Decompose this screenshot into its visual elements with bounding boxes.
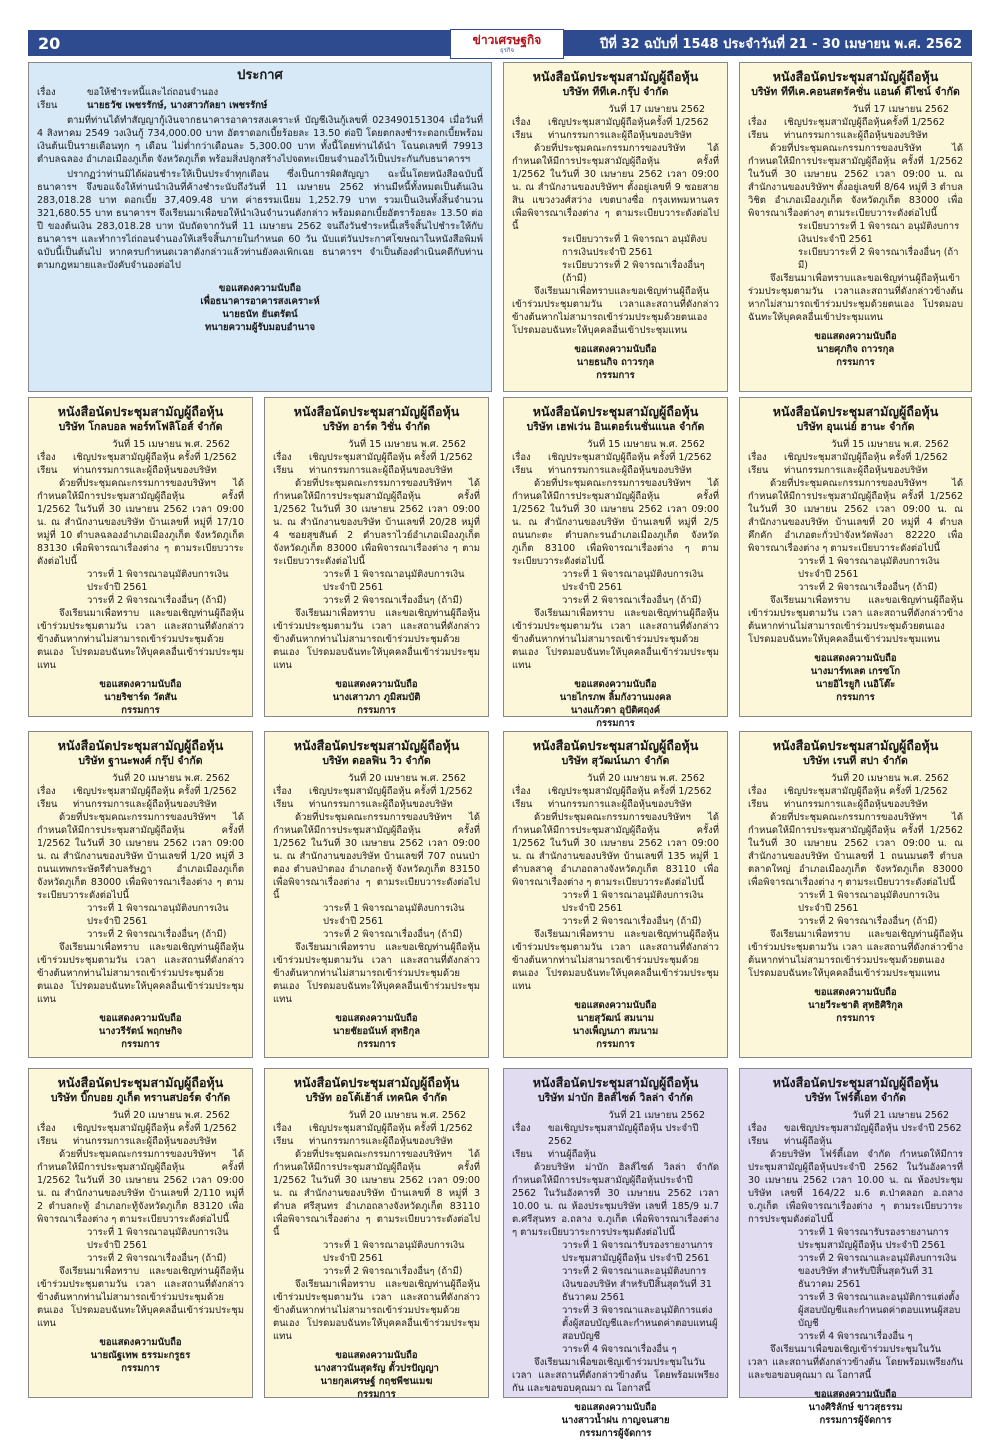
notice-title: หนังสือนัดประชุมสามัญผู้ถือหุ้น [532, 738, 699, 753]
agenda-item: วาระที่ 1 พิจารณาอนุมัติงบการเงินประจำปี 2561 [323, 569, 465, 593]
notice-title: หนังสือนัดประชุมสามัญผู้ถือหุ้น [772, 404, 939, 419]
agenda-item: วาระที่ 2 พิจารณาเรื่องอื่นๆ (ถ้ามี) [87, 1253, 227, 1264]
notice-box [28, 731, 253, 1058]
subject-label: เรื่อง [748, 452, 767, 463]
notice-body: ด้วยที่ประชุมคณะกรรมการของบริษัทฯ ได้กำหนดให้มีการประชุมสามัญผู้ถือหุ้น ครั้งที่ 1/2562 ในวันที่ 30 เมษายน 2562 เวลา 09:00 น. ณ สำนักงานของบริษัท บ้านเลขที่ 1/20 หมู่ที่ 3 ถนนเทพกระษัตรีตำบลรัษฎา อำเภอเมืองภูเก็ต จังหวัดภูเก็ต 83000 เพื่อพิจารณาเรื่องต่าง ๆ ตามระเบียบวาระดังต่อไปนี้ [37, 812, 244, 901]
notice-body: ด้วยที่ประชุมคณะกรรมการของบริษัท ได้กำหนดให้มีการประชุมสามัญผู้ถือหุ้น ครั้งที่ 1/2562 ในวันที่ 30 เมษายน 2562 เวลา 09:00 น. ณ สำนักงานของบริษัทฯ ตั้งอยู่เลขที่ 8/64 หมู่ที่ 3 ตำบลวิชิต อำเภอเมืองภูเก็ต จังหวัดภูเก็ต 83000 เพื่อพิจารณาเรื่องต่างๆ ตามระเบียบวาระดังต่อไปนี้ [748, 143, 963, 219]
notice-subject-row [512, 116, 719, 129]
announcement-subject-row [37, 86, 483, 99]
announcement-paragraph-2: ปรากฏว่าท่านมิได้ผ่อนชำระให้เป็นประจำทุกเดือน ซึ่งเป็นการผิดสัญญา ฉะนั้นโดยหนังสือฉบับนี้ ธนาคารฯ จึงขอแจ้งให้ท่านนำเงินที่ค้างชำระนับถึงวันที่ 11 เมษายน 2562 ท่านมีหนี้ทั้งหมดเป็นต้นเงิน 283,018.28 บาท ดอกเบี้ย 37,409.48 บาท ค่าธรรมเนียม 1,252.79 บาท รวมเป็นเงินทั้งสิ้นจำนวน 321,680.55 บาท ธนาคารฯ จึงเรียนมาเพื่อขอให้นำเงินจำนวนดังกล่าว พร้อมดอกเบี้ยอัตราร้อยละ 13.50 ต่อปี ของต้นเงิน 283,018.28 บาท นับถัดจากวันที่ 11 เมษายน 2562 จนถึงวันชำระหนี้เสร็จสิ้นไปชำระให้กับธนาคารฯ และทำการไถ่ถอนจำนองให้เสร็จสิ้นภายในกำหนด 60 วัน นับแต่วันประกาศโฆษณาในหนังสือพิมพ์ฉบับนี้เป็นต้นไป หากครบกำหนดเวลาดังกล่าวแล้วท่านยังคงเพิกเฉย ธนาคารฯ จำเป็นต้องดำเนินคดีกับท่านตามกฎหมายและบังคับจำนองต่อไป [37, 169, 483, 271]
notice-date: วันที่ 20 เมษายน พ.ศ. 2562 [112, 773, 230, 784]
to-text: ท่านกรรมการและผู้ถือหุ้นของบริษัท [784, 465, 928, 476]
subject-label: เรื่อง [273, 452, 292, 463]
agenda-item: วาระที่ 1 พิจารณาอนุมัติงบการเงินประจำปี 2561 [798, 556, 940, 580]
notice-closing: จึงเรียนมาเพื่อขอเชิญเข้าร่วมประชุมในวัน เวลา และสถานที่ดังกล่าวข้างต้น โดยพร้อมเพรียงกัน และขอขอบคุณมา ณ โอกาสนี้ [748, 1344, 963, 1381]
notice-body: ด้วยบริษัท โฟร์ตี้เอท จำกัด กำหนดให้มีการประชุมสามัญผู้ถือหุ้นประจำปี 2562 ในวันอังคารที่ 30 เมษายน 2562 เวลา 10.00 น. ณ ห้องประชุมบริษัท เลขที่ 164/22 ม.6 ต.ป่าคลอก อ.ถลาง จ.ภูเก็ต เพื่อพิจารณาเรื่องต่าง ๆ ตามระเบียบวาระการประชุมดังต่อไปนี้ [748, 1149, 963, 1225]
notice-date: วันที่ 21 เมษายน 2562 [608, 1110, 705, 1121]
subject-label: เรื่อง [37, 452, 56, 463]
subject-text: เชิญประชุมสามัญผู้ถือหุ้น ครั้งที่ 1/2562 [73, 452, 237, 463]
notice-subject-row [273, 1122, 480, 1135]
agenda-item: วาระที่ 2 พิจารณาเรื่องอื่นๆ (ถ้ามี) [798, 582, 938, 593]
signature-line: กรรมการ [836, 1013, 875, 1024]
notice-signature [273, 1349, 480, 1401]
notice-subject-row [273, 785, 480, 798]
notice-subject-row [512, 451, 719, 464]
notice-subject-row [273, 451, 480, 464]
to-text: ท่านกรรมการและผู้ถือหุ้นของบริษัท [309, 465, 453, 476]
agenda-item: วาระที่ 2 พิจารณาเรื่องอื่นๆ (ถ้ามี) [87, 929, 227, 940]
notice-date: วันที่ 15 เมษายน พ.ศ. 2562 [587, 439, 705, 450]
issue-info: ปีที่ 32 ฉบับที่ 1548 ประจำวันที่ 21 - 30 เมษายน พ.ศ. 2562 [599, 36, 962, 52]
agenda-item: วาระที่ 3 พิจารณาและอนุมัติการแต่งตั้งผู้สอบบัญชีและกำหนดค่าตอบแทนผู้สอบบัญชี [798, 1292, 961, 1329]
signature-line: ขอแสดงความนับถือ [99, 679, 182, 690]
signature-line: ขอแสดงความนับถือ [218, 283, 302, 294]
notice-title: หนังสือนัดประชุมสามัญผู้ถือหุ้น [293, 738, 460, 753]
signature-line: นายณัฐเทพ ธรรมะกรูธร [90, 1350, 191, 1361]
signature-line: นางแก้วตา อุปัติศฤงค์ [570, 705, 661, 716]
notice-to-row [273, 464, 480, 477]
notice-closing: จึงเรียนมาเพื่อทราบ และขอเชิญท่านผู้ถือหุ้นเข้าร่วมประชุมตามวัน เวลา และสถานที่ดังกล่าวข้างต้นหากท่านไม่สามารถเข้าร่วมประชุมด้วยตนเอง โปรดมอบฉันทะให้บุคคลอื่นเข้าร่วมประชุมแทน [37, 1266, 244, 1329]
signature-line: กรรมการ [596, 370, 635, 381]
announcement-to-row [37, 99, 483, 112]
agenda-item: วาระที่ 4 พิจารณาเรื่องอื่น ๆ [562, 1344, 677, 1355]
signature-line: ขอแสดงความนับถือ [335, 1013, 418, 1024]
to-label: เรียน [748, 130, 769, 141]
to-label: เรียน [273, 465, 294, 476]
notice-title: หนังสือนัดประชุมสามัญผู้ถือหุ้น [57, 738, 224, 753]
subject-label: เรื่อง [512, 452, 531, 463]
to-text: นายธวัช เพชรรักษ์, นางสาวกัลยา เพชรรักษ์ [87, 100, 268, 111]
agenda-item: วาระที่ 3 พิจารณาและอนุมัติการแต่งตั้งผู้สอบบัญชีและกำหนดค่าตอบแทนผู้สอบบัญชี [562, 1305, 718, 1342]
notice-signature [512, 1401, 719, 1440]
signature-line: กรรมการ [357, 705, 396, 716]
announcement-title: ประกาศ [237, 68, 283, 83]
agenda-item: วาระที่ 2 พิจารณาเรื่องอื่นๆ (ถ้ามี) [87, 595, 227, 606]
notice-subject-row [748, 116, 963, 129]
to-label: เรียน [512, 465, 533, 476]
agenda-item: วาระที่ 1 พิจารณาอนุมัติงบการเงินประจำปี 2561 [87, 903, 229, 927]
signature-line: ขอแสดงความนับถือ [574, 1000, 657, 1011]
notice-subject-row [748, 785, 963, 798]
notice-signature [748, 986, 963, 1025]
notice-signature [512, 678, 719, 730]
company-name: บริษัท โฟร์ตี้เอท จำกัด [804, 1092, 907, 1104]
notice-closing: จึงเรียนมาเพื่อขอเชิญเข้าร่วมประชุมในวัน เวลา และสถานที่ดังกล่าวข้างต้น โดยพร้อมเพรียงกัน และขอขอบคุณมา ณ โอกาสนี้ [512, 1357, 719, 1394]
agenda-item: วาระที่ 2 พิจารณาเรื่องอื่นๆ (ถ้ามี) [562, 916, 702, 927]
notice-date: วันที่ 15 เมษายน พ.ศ. 2562 [831, 439, 949, 450]
signature-line: ขอแสดงความนับถือ [335, 1350, 418, 1361]
notice-closing: จึงเรียนมาเพื่อทราบและขอเชิญท่านผู้ถือหุ้นเข้าร่วมประชุมตามวัน เวลาและสถานที่ดังกล่าวข้างต้นหากไม่สามารถเข้าร่วมประชุมด้วยตนเอง โปรดมอบฉันทะให้บุคคลอื่นเข้าประชุมแทน [748, 273, 963, 323]
agenda-item: ระเบียบวาระที่ 1 พิจารณา อนุมัติงบการเงินประจำปี 2561 [798, 221, 960, 245]
notice-box [264, 731, 489, 1058]
company-name: บริษัท สุวัฒน์นภา จำกัด [561, 755, 670, 767]
company-name: บริษัท บิ๊กบอย ภูเก็ต ทรานสปอร์ต จำกัด [50, 1092, 231, 1104]
notice-title: หนังสือนัดประชุมสามัญผู้ถือหุ้น [772, 738, 939, 753]
notice-signature [748, 330, 963, 369]
notice-to-row [512, 464, 719, 477]
to-label: เรียน [512, 799, 533, 810]
signature-line: เพื่อธนาคารอาคารสงเคราะห์ [200, 296, 320, 307]
notice-closing: จึงเรียนมาเพื่อทราบและขอเชิญท่านผู้ถือหุ้นเข้าร่วมประชุมตามวัน เวลาและสถานที่ดังกล่าวข้างต้นหากไม่สามารถเข้าร่วมประชุมด้วยตนเอง โปรดมอบฉันทะให้บุคคลอื่นเข้าประชุมแทน [512, 286, 719, 336]
signature-line: ขอแสดงความนับถือ [335, 679, 418, 690]
signature-line: กรรมการ [121, 1039, 160, 1050]
notice-title: หนังสือนัดประชุมสามัญผู้ถือหุ้น [772, 69, 939, 84]
signature-line: นายศุภกิจ ถาวรกุล [816, 344, 895, 355]
notice-subject-row [748, 451, 963, 464]
notice-body: ด้วยที่ประชุมคณะกรรมการของบริษัทฯ ได้กำหนดให้มีการประชุมสามัญผู้ถือหุ้น ครั้งที่ 1/2562 ในวันที่ 30 เมษายน 2562 เวลา 09:00 น. ณ สำนักงานของบริษัท บ้านเลขที่ 20/28 หมู่ที่ 4 ซอยสุขสันต์ 2 ตำบลราไวย์อำเภอเมืองภูเก็ต จังหวัดภูเก็ต 83000 เพื่อพิจารณาเรื่องต่าง ๆ ตามระเบียบวาระดังต่อไปนี้ [273, 478, 480, 567]
notice-date: วันที่ 15 เมษายน พ.ศ. 2562 [348, 439, 466, 450]
subject-text: เชิญประชุมสามัญผู้ถือหุ้นครั้งที่ 1/2562 [548, 117, 709, 128]
company-name: บริษัท ออโต้เฮ้าส์ เทคนิค จำกัด [305, 1092, 448, 1104]
to-label: เรียน [37, 799, 58, 810]
bank-announcement [28, 62, 492, 392]
notice-closing: จึงเรียนมาเพื่อทราบ และขอเชิญท่านผู้ถือหุ้นเข้าร่วมประชุมตามวัน เวลา และสถานที่ดังกล่าวข้างต้นหากท่านไม่สามารถเข้าร่วมประชุมด้วยตนเอง โปรดมอบฉันทะให้บุคคลอื่นเข้าร่วมประชุมแทน [748, 929, 963, 979]
notice-to-row [748, 1135, 963, 1148]
notice-box [28, 397, 253, 717]
announcement-signature [37, 282, 483, 334]
notice-to-row [273, 1135, 480, 1148]
notice-title: หนังสือนัดประชุมสามัญผู้ถือหุ้น [293, 404, 460, 419]
notice-to-row [748, 798, 963, 811]
notice-closing: จึงเรียนมาเพื่อทราบ และขอเชิญท่านผู้ถือหุ้นเข้าร่วมประชุมตามวัน เวลา และสถานที่ดังกล่าวข้างต้นหากท่านไม่สามารถเข้าร่วมประชุมด้วยตนเอง โปรดมอบฉันทะให้บุคคลอื่นเข้าร่วมประชุมแทน [273, 942, 480, 1005]
signature-line: ทนายความผู้รับมอบอำนาจ [204, 322, 316, 333]
notice-title: หนังสือนัดประชุมสามัญผู้ถือหุ้น [293, 1075, 460, 1090]
notice-signature [748, 1388, 963, 1427]
signature-line: นางวรีรัตน์ พฤกษกิจ [98, 1026, 183, 1037]
notice-body: ด้วยที่ประชุมคณะกรรมการของบริษัทฯ ได้กำหนดให้มีการประชุมสามัญผู้ถือหุ้น ครั้งที่ 1/2562 ในวันที่ 30 เมษายน 2562 เวลา 09:00 น. ณ สำนักงานของบริษัท บ้านเลขที่ 1 ถนนมนตรี ตำบลตลาดใหญ่ อำเภอเมืองภูเก็ต จังหวัดภูเก็ต 83000 เพื่อพิจารณาเรื่องต่าง ๆ ตามระเบียบวาระดังต่อไปนี้ [748, 812, 963, 888]
notice-to-row [512, 129, 719, 142]
signature-line: นางเพ็ญนภา สมนาม [572, 1026, 659, 1037]
notice-date: วันที่ 21 เมษายน 2562 [852, 1110, 949, 1121]
signature-line: กรรมการผู้จัดการ [819, 1415, 892, 1426]
company-name: บริษัท ดอลฟิน วิว จำกัด [322, 755, 431, 767]
logo-subtext: ธุรกิจ [499, 47, 515, 54]
agenda-item: ระเบียบวาระที่ 1 พิจารณา อนุมัติงบการเงินประจำปี 2561 [562, 234, 708, 258]
notice-box [503, 731, 728, 1058]
signature-line: นายสุวัฒน์ สมนาม [576, 1013, 655, 1024]
to-text: ท่านกรรมการและผู้ถือหุ้นของบริษัท [548, 130, 692, 141]
signature-line: กรรมการ [836, 692, 875, 703]
page-number: 20 [38, 33, 61, 53]
notice-closing: จึงเรียนมาเพื่อทราบ และขอเชิญท่านผู้ถือหุ้นเข้าร่วมประชุมตามวัน เวลา และสถานที่ดังกล่าวข้างต้นหากท่านไม่สามารถเข้าร่วมประชุมด้วยตนเอง โปรดมอบฉันทะให้บุคคลอื่นเข้าร่วมประชุมแทน [512, 608, 719, 671]
agenda-item: วาระที่ 2 พิจารณาเรื่องอื่นๆ (ถ้ามี) [323, 929, 463, 940]
subject-text: เชิญประชุมสามัญผู้ถือหุ้น ครั้งที่ 1/2562 [548, 452, 712, 463]
notice-closing: จึงเรียนมาเพื่อทราบ และขอเชิญท่านผู้ถือหุ้นเข้าร่วมประชุมตามวัน เวลา และสถานที่ดังกล่าวข้างต้นหากท่านไม่สามารถเข้าร่วมประชุมด้วยตนเอง โปรดมอบฉันทะให้บุคคลอื่นเข้าร่วมประชุมแทน [273, 1279, 480, 1342]
notice-date: วันที่ 17 เมษายน 2562 [852, 104, 949, 115]
notice-body: ด้วยที่ประชุมคณะกรรมการของบริษัทฯ ได้กำหนดให้มีการประชุมสามัญผู้ถือหุ้น ครั้งที่ 1/2562 ในวันที่ 30 เมษายน 2562 เวลา 09:00 น. ณ สำนักงานของบริษัท บ้านเลขที่ 2/110 หมู่ที่ 2 ตำบลกะทู้ อำเภอกะทู้จังหวัดภูเก็ต 83120 เพื่อพิจารณาเรื่องต่าง ๆ ตามระเบียบวาระดังต่อไปนี้ [37, 1149, 244, 1225]
notice-subject-row [512, 1122, 719, 1148]
notice-to-row [748, 129, 963, 142]
signature-line: ขอแสดงความนับถือ [814, 1389, 897, 1400]
notice-title: หนังสือนัดประชุมสามัญผู้ถือหุ้น [57, 1075, 224, 1090]
notice-box [28, 1068, 253, 1398]
signature-line: ขอแสดงความนับถือ [814, 331, 897, 342]
subject-label: เรื่อง [273, 786, 292, 797]
company-name: บริษัท ม่าบัก ฮิลส์ไซด์ วิลล่า จำกัด [538, 1092, 693, 1104]
notice-closing: จึงเรียนมาเพื่อทราบ และขอเชิญท่านผู้ถือหุ้นเข้าร่วมประชุมตามวัน เวลา และสถานที่ดังกล่าวข้างต้นหากท่านไม่สามารถเข้าร่วมประชุมด้วยตนเอง โปรดมอบฉันทะให้บุคคลอื่นเข้าร่วมประชุมแทน [748, 595, 963, 645]
subject-label: เรื่อง [512, 1123, 531, 1134]
signature-line: กรรมการ [596, 1039, 635, 1050]
subject-label: เรื่อง [512, 117, 531, 128]
notice-subject-row [512, 785, 719, 798]
notice-signature [37, 1012, 244, 1051]
company-name: บริษัท อาร์ต วิชั่น จำกัด [322, 421, 431, 433]
notice-subject-row [37, 451, 244, 464]
to-label: เรียน [512, 1149, 533, 1160]
company-name: บริษัท เรนที สปา จำกัด [803, 755, 908, 767]
newspaper-logo [450, 29, 564, 59]
signature-line: กรรมการ [121, 1363, 160, 1374]
signature-line: นายชัยอนันท์ สุทธิกุล [332, 1026, 421, 1037]
signature-line: ขอแสดงความนับถือ [574, 1402, 657, 1413]
subject-text: เชิญประชุมสามัญผู้ถือหุ้น ครั้งที่ 1/2562 [73, 786, 237, 797]
notice-body: ด้วยที่ประชุมคณะกรรมการของบริษัทฯ ได้กำหนดให้มีการประชุมสามัญผู้ถือหุ้น ครั้งที่ 1/2562 ในวันที่ 30 เมษายน 2562 เวลา 09:00 น. ณ สำนักงานของบริษัท บ้านเลขที่ หมู่ที่ 17/10 หมู่ที่ 10 ตำบลฉลองอำเภอเมืองภูเก็ต จังหวัดภูเก็ต 83130 เพื่อพิจารณาเรื่องต่าง ๆ ตามระเบียบวาระดังต่อไปนี้ [37, 478, 244, 567]
notice-date: วันที่ 17 เมษายน 2562 [608, 104, 705, 115]
to-text: ท่านกรรมการและผู้ถือหุ้นของบริษัท [784, 799, 928, 810]
subject-text: ขอเชิญประชุมสามัญผู้ถือหุ้น ประจำปี 2562 [784, 1123, 962, 1134]
notice-body: ด้วยที่ประชุมคณะกรรมการของบริษัทฯ ได้กำหนดให้มีการประชุมสามัญผู้ถือหุ้น ครั้งที่ 1/2562 ในวันที่ 30 เมษายน 2562 เวลา 09:00 น. ณ สำนักงานของบริษัท บ้านเลขที่ หมู่ที่ 2/5 ถนนกะตะ ตำบลกะรนอำเภอเมืองภูเก็ต จังหวัดภูเก็ต 83100 เพื่อพิจารณาเรื่องต่าง ๆ ตามระเบียบวาระดังต่อไปนี้ [512, 478, 719, 567]
announcement-paragraph-1: ตามที่ท่านได้ทำสัญญากู้เงินจากธนาคารอาคารสงเคราะห์ บัญชีเงินกู้เลขที่ 023490151304 เมื่อวันที่ 4 สิงหาคม 2549 วงเงินกู้ 734,000.00 บาท อัตราดอกเบี้ยร้อยละ 13.50 ต่อปี โดยตกลงชำระดอกเบี้ยพร้อมเงินต้นเป็นรายเดือนทุก ๆ เดือน ไม่ต่ำกว่าเดือนละ 5,300.00 บาท ทั้งนี้โดยท่านได้นำ โฉนดเลขที่ 79913 ตำบลฉลอง อำเภอเมืองภูเก็ต จังหวัดภูเก็ต พร้อมสิ่งปลูกสร้างไปจดทะเบียนจำนองไว้เป็นประกันกับธนาคารฯ [37, 115, 483, 165]
notice-body: ด้วยที่ประชุมคณะกรรมการของบริษัทฯ ได้กำหนดให้มีการประชุมสามัญผู้ถือหุ้น ครั้งที่ 1/2562 ในวันที่ 30 เมษายน 2562 เวลา 09:00 น. ณ สำนักงานของบริษัท บ้านเลขที่ 20 หมู่ที่ 4 ตำบลคึกคัก อำเภอตะกั่วป่าจังหวัดพังงา 82220 เพื่อพิจารณาเรื่องต่าง ๆ ตามระเบียบวาระดังต่อไปนี้ [748, 478, 963, 554]
company-name: บริษัท อุนเน่ย์ ฮานะ จำกัด [796, 421, 915, 433]
signature-line: ขอแสดงความนับถือ [99, 1337, 182, 1348]
notice-box [264, 397, 489, 717]
notice-title: หนังสือนัดประชุมสามัญผู้ถือหุ้น [532, 1075, 699, 1090]
subject-text: เชิญประชุมสามัญผู้ถือหุ้น ครั้งที่ 1/2562 [548, 786, 712, 797]
to-text: ท่านกรรมการและผู้ถือหุ้นของบริษัท [548, 799, 692, 810]
subject-text: ขอให้ชำระหนี้และไถ่ถอนจำนอง [87, 87, 219, 98]
agenda-item: วาระที่ 2 พิจารณาและอนุมัติงบการเงินของบริษัท สำหรับปีสิ้นสุดวันที่ 31 ธันวาคม 2561 [798, 1253, 957, 1290]
subject-label: เรื่อง [37, 786, 56, 797]
to-label: เรียน [748, 799, 769, 810]
notice-signature [512, 343, 719, 382]
subject-text: เชิญประชุมสามัญผู้ถือหุ้น ครั้งที่ 1/2562 [784, 786, 948, 797]
to-label: เรียน [37, 465, 58, 476]
agenda-item: วาระที่ 4 พิจารณาเรื่องอื่น ๆ [798, 1331, 913, 1342]
agenda-item: ระเบียบวาระที่ 2 พิจารณาเรื่องอื่นๆ (ถ้ามี) [562, 260, 705, 284]
agenda-item: วาระที่ 1 พิจารณาอนุมัติงบการเงินประจำปี 2561 [87, 569, 229, 593]
to-label: เรียน [37, 1136, 58, 1147]
notice-closing: จึงเรียนมาเพื่อทราบ และขอเชิญท่านผู้ถือหุ้นเข้าร่วมประชุมตามวัน เวลา และสถานที่ดังกล่าวข้างต้นหากท่านไม่สามารถเข้าร่วมประชุมด้วยตนเอง โปรดมอบฉันทะให้บุคคลอื่นเข้าร่วมประชุมแทน [273, 608, 480, 671]
notice-box [739, 731, 972, 1058]
subject-label: เรื่อง [37, 1123, 56, 1134]
signature-line: กรรมการ [357, 1039, 396, 1050]
notice-subject-row [748, 1122, 963, 1135]
agenda-item: วาระที่ 2 พิจารณาเรื่องอื่นๆ (ถ้ามี) [323, 595, 463, 606]
agenda-item: วาระที่ 1 พิจารณาอนุมัติงบการเงินประจำปี 2561 [562, 890, 704, 914]
notice-to-row [37, 798, 244, 811]
signature-line: นายกุลเศรษฐ์ กฤชพีชนเมฆ [320, 1376, 433, 1387]
signature-line: นายวีระชาติ สุทธิศิริกุล [808, 1000, 903, 1011]
signature-line: นายธนัท ยันตรัตน์ [222, 309, 298, 320]
signature-line: กรรมการผู้จัดการ [579, 1428, 652, 1439]
notice-signature [37, 1336, 244, 1375]
signature-line: กรรมการ [121, 705, 160, 716]
signature-line: นางสาวนันสุดรัญ ตั้วปรปัญญา [314, 1363, 439, 1374]
agenda-item: วาระที่ 1 พิจารณาอนุมัติงบการเงินประจำปี 2561 [323, 1240, 465, 1264]
signature-line: ขอแสดงความนับถือ [99, 1013, 182, 1024]
to-label: เรียน [37, 100, 58, 111]
notice-to-row [512, 798, 719, 811]
to-text: ท่านกรรมการและผู้ถือหุ้นของบริษัท [309, 1136, 453, 1147]
to-label: เรียน [748, 465, 769, 476]
notice-body: ด้วยที่ประชุมคณะกรรมการของบริษัท ได้กำหนดให้มีการประชุมสามัญผู้ถือหุ้น ครั้งที่ 1/2562 ในวันที่ 30 เมษายน 2562 เวลา 09:00 น. ณ สำนักงานของบริษัทฯ ตั้งอยู่เลขที่ 9 ซอยสายสิน แขวงวงศ์สว่าง เขตบางซื่อ กรุงเทพมหานคร เพื่อพิจารณาเรื่องต่าง ๆ ตามระเบียบวาระดังต่อไปนี้ [512, 143, 719, 232]
signature-line: นางสาวน้ำฝน กาญจนสาย [561, 1415, 670, 1426]
subject-label: เรื่อง [748, 117, 767, 128]
signature-line: กรรมการ [836, 357, 875, 368]
notice-body: ด้วยที่ประชุมคณะกรรมการของบริษัทฯ ได้กำหนดให้มีการประชุมสามัญผู้ถือหุ้น ครั้งที่ 1/2562 ในวันที่ 30 เมษายน 2562 เวลา 09:00 น. ณ สำนักงานของบริษัท บ้านเลขที่ 707 ถนนป่าตอง ตำบลป่าตอง อำเภอกะทู้ จังหวัดภูเก็ต 83150 เพื่อพิจารณาเรื่องต่าง ๆ ตามระเบียบวาระดังต่อไปนี้ [273, 812, 480, 901]
notice-box [739, 62, 972, 392]
signature-line: ขอแสดงความนับถือ [814, 987, 897, 998]
subject-label: เรื่อง [512, 786, 531, 797]
to-text: ท่านกรรมการและผู้ถือหุ้นของบริษัท [73, 799, 217, 810]
notice-closing: จึงเรียนมาเพื่อทราบ และขอเชิญท่านผู้ถือหุ้นเข้าร่วมประชุมตามวัน เวลา และสถานที่ดังกล่าวข้างต้นหากท่านไม่สามารถเข้าร่วมประชุมด้วยตนเอง โปรดมอบฉันทะให้บุคคลอื่นเข้าร่วมประชุมแทน [37, 942, 244, 1005]
signature-line: นางศิริลักษ์ ขาวสุธรรม [808, 1402, 903, 1413]
notice-signature [512, 999, 719, 1051]
agenda-item: วาระที่ 1 พิจารณาอนุมัติงบการเงินประจำปี 2561 [798, 890, 940, 914]
to-text: ท่านกรรมการและผู้ถือหุ้นของบริษัท [73, 1136, 217, 1147]
notice-body: ด้วยที่ประชุมคณะกรรมการของบริษัทฯ ได้กำหนดให้มีการประชุมสามัญผู้ถือหุ้น ครั้งที่ 1/2562 ในวันที่ 30 เมษายน 2562 เวลา 09:00 น. ณ สำนักงานของบริษัท บ้านเลขที่ 135 หมู่ที่ 1 ตำบลสาคู อำเภอถลางจังหวัดภูเก็ต 83110 เพื่อพิจารณาเรื่องต่าง ๆ ตามระเบียบวาระดังต่อไปนี้ [512, 812, 719, 888]
notice-to-row [273, 798, 480, 811]
notice-subject-row [37, 1122, 244, 1135]
notice-title: หนังสือนัดประชุมสามัญผู้ถือหุ้น [772, 1075, 939, 1090]
subject-text: เชิญประชุมสามัญผู้ถือหุ้น ครั้งที่ 1/2562 [784, 452, 948, 463]
subject-label: เรื่อง [748, 786, 767, 797]
notice-to-row [37, 1135, 244, 1148]
company-name: บริษัท โกลบอล พอร์ทโฟลิโอส์ จำกัด [58, 421, 223, 433]
notice-subject-row [37, 785, 244, 798]
to-text: ท่านผู้ถือหุ้น [548, 1149, 596, 1160]
notice-date: วันที่ 20 เมษายน พ.ศ. 2562 [348, 1110, 466, 1121]
subject-label: เรื่อง [273, 1123, 292, 1134]
to-label: เรียน [748, 1136, 769, 1147]
signature-line: นายไกรภพ ลิ้มกังวานมงคล [559, 692, 672, 703]
signature-line: นายอิไรยูกิ เนอิโต๊ะ [815, 679, 896, 690]
notice-to-row [37, 464, 244, 477]
notice-box [503, 397, 728, 729]
notice-signature [273, 678, 480, 717]
company-name: บริษัท ทีทีเค.คอนสตรัคชั่น แอนด์ ดีไซน์ จำกัด [751, 86, 960, 98]
company-name: บริษัท ฐานะพงศ์ กรุ๊ป จำกัด [78, 755, 203, 767]
agenda-item: วาระที่ 1 พิจารณารับรองรายงานการประชุมสามัญผู้ถือหุ้น ประจำปี 2561 [562, 1240, 713, 1264]
to-text: ท่านกรรมการและผู้ถือหุ้นของบริษัท [548, 465, 692, 476]
subject-text: ขอเชิญประชุมสามัญผู้ถือหุ้น ประจำปี 2562 [548, 1123, 699, 1147]
agenda-item: วาระที่ 1 พิจารณาอนุมัติงบการเงินประจำปี 2561 [87, 1227, 229, 1251]
to-text: ท่านกรรมการและผู้ถือหุ้นของบริษัท [309, 799, 453, 810]
notice-body: ด้วยที่ประชุมคณะกรรมการของบริษัทฯ ได้กำหนดให้มีการประชุมสามัญผู้ถือหุ้น ครั้งที่ 1/2562 ในวันที่ 30 เมษายน 2562 เวลา 09:00 น. ณ สำนักงานของบริษัท บ้านเลขที่ 8 หมู่ที่ 3 ตำบล ศรีสุนทร อำเภอถลางจังหวัดภูเก็ต 83110 เพื่อพิจารณาเรื่องต่าง ๆ ตามระเบียบวาระดังต่อไปนี้ [273, 1149, 480, 1238]
notice-date: วันที่ 20 เมษายน พ.ศ. 2562 [348, 773, 466, 784]
notice-closing: จึงเรียนมาเพื่อทราบ และขอเชิญท่านผู้ถือหุ้นเข้าร่วมประชุมตามวัน เวลา และสถานที่ดังกล่าวข้างต้นหากท่านไม่สามารถเข้าร่วมประชุมด้วยตนเอง โปรดมอบฉันทะให้บุคคลอื่นเข้าร่วมประชุมแทน [37, 608, 244, 671]
agenda-item: วาระที่ 1 พิจารณาอนุมัติงบการเงินประจำปี 2561 [562, 569, 704, 593]
notice-box [264, 1068, 489, 1398]
agenda-item: วาระที่ 1 พิจารณาอนุมัติงบการเงินประจำปี 2561 [323, 903, 465, 927]
subject-text: เชิญประชุมสามัญผู้ถือหุ้นครั้งที่ 1/2562 [784, 117, 945, 128]
to-text: ท่านกรรมการและผู้ถือหุ้นของบริษัท [784, 130, 928, 141]
subject-text: เชิญประชุมสามัญผู้ถือหุ้น ครั้งที่ 1/2562 [309, 452, 473, 463]
subject-text: เชิญประชุมสามัญผู้ถือหุ้น ครั้งที่ 1/2562 [309, 1123, 473, 1134]
subject-text: เชิญประชุมสามัญผู้ถือหุ้น ครั้งที่ 1/2562 [309, 786, 473, 797]
notice-box [739, 1068, 972, 1426]
notice-date: วันที่ 20 เมษายน พ.ศ. 2562 [831, 773, 949, 784]
to-text: ท่านผู้ถือหุ้น [784, 1136, 832, 1147]
agenda-item: วาระที่ 2 พิจารณาเรื่องอื่นๆ (ถ้ามี) [798, 916, 938, 927]
notice-signature [748, 652, 963, 704]
notice-date: วันที่ 15 เมษายน พ.ศ. 2562 [112, 439, 230, 450]
notice-to-row [512, 1148, 719, 1161]
subject-label: เรื่อง [37, 87, 56, 98]
notice-box [503, 62, 728, 392]
signature-line: นายริชาร์ด วัตสัน [104, 692, 177, 703]
company-name: บริษัท ทีทีเค.กรุ๊ป จำกัด [562, 86, 669, 98]
signature-line: นางเสาวภา ภูมิสมบัติ [332, 692, 421, 703]
notice-date: วันที่ 20 เมษายน พ.ศ. 2562 [587, 773, 705, 784]
notice-signature [37, 678, 244, 717]
subject-text: เชิญประชุมสามัญผู้ถือหุ้น ครั้งที่ 1/2562 [73, 1123, 237, 1134]
signature-line: ขอแสดงความนับถือ [574, 344, 657, 355]
signature-line: นายธนกิจ ถาวรกุล [576, 357, 655, 368]
to-label: เรียน [273, 1136, 294, 1147]
signature-line: นางมาร์ทเลต เกรซโก [810, 666, 901, 677]
agenda-item: วาระที่ 1 พิจารณารับรองรายงานการประชุมสามัญผู้ถือหุ้น ประจำปี 2561 [798, 1227, 949, 1251]
notice-closing: จึงเรียนมาเพื่อทราบ และขอเชิญท่านผู้ถือหุ้นเข้าร่วมประชุมตามวัน เวลา และสถานที่ดังกล่าวข้างต้นหากท่านไม่สามารถเข้าร่วมประชุมด้วยตนเอง โปรดมอบฉันทะให้บุคคลอื่นเข้าร่วมประชุมแทน [512, 929, 719, 992]
signature-line: ขอแสดงความนับถือ [814, 653, 897, 664]
signature-line: กรรมการ [357, 1389, 396, 1400]
agenda-item: วาระที่ 2 พิจารณาและอนุมัติงบการเงินของบริษัท สำหรับปีสิ้นสุดวันที่ 31 ธันวาคม 2561 [562, 1266, 712, 1303]
notice-body: ด้วยบริษัท ม่าบัก ฮิลส์ไซด์ วิลล่า จำกัด กำหนดให้มีการประชุมสามัญผู้ถือหุ้นประจำปี 2562 ในวันอังคารที่ 30 เมษายน 2562 เวลา 10.00 น. ณ ห้องประชุมบริษัท เลขที่ 185/9 ม.7 ต.ศรีสุนทร อ.ถลาง จ.ภูเก็ต เพื่อพิจารณาเรื่องต่าง ๆ ตามระเบียบวาระการประชุมดังต่อไปนี้ [512, 1162, 719, 1238]
notice-box [503, 1068, 728, 1439]
company-name: บริษัท เฮฟเว่น อินเตอร์เนชั่นแนล จำกัด [526, 421, 705, 433]
signature-line: ขอแสดงความนับถือ [574, 679, 657, 690]
notice-title: หนังสือนัดประชุมสามัญผู้ถือหุ้น [532, 404, 699, 419]
to-text: ท่านกรรมการและผู้ถือหุ้นของบริษัท [73, 465, 217, 476]
signature-line: กรรมการ [596, 718, 635, 729]
agenda-item: ระเบียบวาระที่ 2 พิจารณาเรื่องอื่นๆ (ถ้ามี) [798, 247, 959, 271]
to-label: เรียน [512, 130, 533, 141]
notice-to-row [748, 464, 963, 477]
to-label: เรียน [273, 799, 294, 810]
subject-label: เรื่อง [748, 1123, 767, 1134]
notice-box [739, 397, 972, 717]
agenda-item: วาระที่ 2 พิจารณาเรื่องอื่นๆ (ถ้ามี) [323, 1266, 463, 1277]
agenda-item: วาระที่ 2 พิจารณาเรื่องอื่นๆ (ถ้ามี) [562, 595, 702, 606]
notice-title: หนังสือนัดประชุมสามัญผู้ถือหุ้น [57, 404, 224, 419]
notice-signature [273, 1012, 480, 1051]
notice-title: หนังสือนัดประชุมสามัญผู้ถือหุ้น [532, 69, 699, 84]
notice-date: วันที่ 20 เมษายน พ.ศ. 2562 [112, 1110, 230, 1121]
logo-text: ข่าวเศรษฐกิจ [472, 33, 542, 47]
